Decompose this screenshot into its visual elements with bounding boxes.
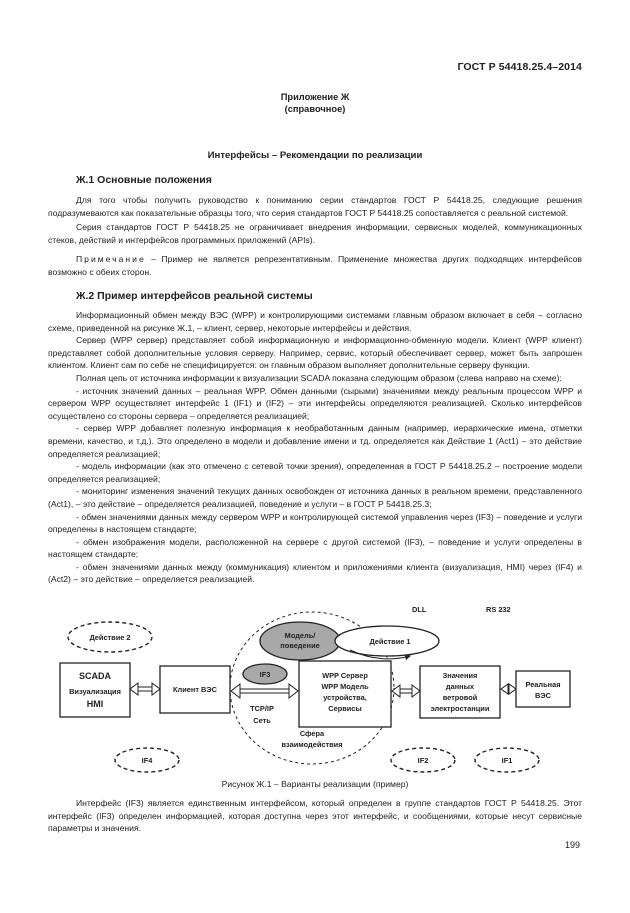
section2-paragraph: - мониторинг изменения значений текущих данных освобожден от источника данных в реальном времени, представленного (Act1), – это действие – определяется реализацией, поведение и услуги – в ГОСТ Р 54418.25.3; [48, 486, 582, 509]
section2-paragraph: - источник значений данных – реальная WPP. Обмен данными (сырыми) значениями между реальным процессом WPP и сервером WPP осуществляет интерфейс 1 (IF1) и (IF2) – эти интерфейсы определяются реализацией. Сколько интерфейсов осуществлено со стороны сервера – определяется реализацией; [48, 385, 582, 421]
section2-paragraph: - обмен значениями данных между сервером WPP и контролирующей системой управления через (IF3) – поведение и услуги определены в настоящем стандарте; [48, 511, 582, 535]
values-label-line1: Значения [442, 671, 478, 680]
section2-paragraph: - обмен значениями данных между (коммуникация) клиентом и приложениями клиента (визуализация, HMI) через (IF4) и (Act2) – это действие – определяется реализацией. [48, 561, 582, 585]
scada-label: SCADA [78, 671, 112, 681]
model-label-line2: поведение [280, 641, 320, 650]
sphere-label-line2: взаимодействия [281, 740, 343, 749]
sphere-label-line1: Сфера [299, 729, 325, 738]
closing-paragraph: Интерфейс (IF3) является единственным интерфейсом, который определен в группе стандартов ГОСТ Р 54418.25. Этот интерфейс (IF3) определен информацией, которая доступна через этот интерфейс, и сообщениями, которые несут сервисные параметры и значения. [48, 798, 582, 834]
values-label-line3: ветровой [442, 693, 478, 702]
note-label: Примечание [76, 254, 146, 265]
server-label-line2: WPP Модель [321, 682, 369, 691]
hmi-label: HMI [86, 699, 104, 709]
section1-paragraph: Серия стандартов ГОСТ Р 54418.25 не ограничивает внедрения информации, сервисных моделей, коммуникационных стеков, действий и интерфейсов программных приложений (APIs). [48, 222, 582, 245]
section2-paragraph: - модель информации (как это отмечено с сетевой точки зрения), определенная в ГОСТ Р 54418.25.2 – построение модели определяется реализацией; [48, 461, 582, 484]
rs232-label: RS 232 [486, 605, 511, 614]
section2-paragraph: - сервер WPP добавляет полезную информация к необработанным данным (например, иерархические имена, отметки времени, качество, и т.д.). Это определено в модели и добавление имени и тд. определяется как Действие 1 (Act1) – это действие определяется реализацией; [48, 423, 582, 459]
real-wpp-box [516, 671, 570, 707]
visualization-label: Визуализация [69, 687, 121, 696]
action1-label: Действие 1 [369, 637, 411, 646]
tcpip-label: TCP/IP [250, 704, 274, 713]
closing-body [48, 797, 582, 835]
server-label-line1: WPP Сервер [322, 671, 368, 680]
standard-header: ГОСТ Р 54418.25.4–2014 [457, 61, 582, 73]
main-title: Интерфейсы – Рекомендации по реализации [207, 150, 423, 161]
real-label-line1: Реальная [525, 680, 561, 689]
page-number: 199 [564, 840, 580, 850]
section1-body [48, 194, 582, 279]
client-label: Клиент ВЭС [173, 685, 217, 694]
figure-caption: Рисунок Ж.1 – Варианты реализации (пример) [221, 779, 409, 789]
appendix-subtitle: (справочное) [284, 104, 346, 114]
section2-paragraph: Сервер (WPP сервер) представляет собой информационную и информационно-обменную модели. Клиент (WPP клиент) представляет собой дополнительные условия серверу. Например, сервис, который обеспечивает сервер, может быть запрошен клиентом. Клиент сам по себе не специфицируется: он главным образом выполняет дополнительные серверу функции. [48, 335, 582, 371]
section2-heading: Ж.2 Пример интерфейсов реальной системы [76, 290, 313, 302]
section2-paragraph: Полная цепь от источника информации к визуализации SCADA показана следующим образом (слева направо на схеме): [76, 372, 562, 383]
dll-label: DLL [412, 605, 427, 614]
if2-label: IF2 [417, 756, 429, 765]
server-label-line4: Сервисы [328, 704, 362, 713]
section1-heading: Ж.1 Основные положения [76, 174, 212, 186]
section2-paragraph: - обмен изображения модели, расположенной на сервере с другой системой (IF3), – поведение и услуги определены в настоящем стандарте; [48, 536, 582, 560]
action2-label: Действие 2 [89, 633, 131, 642]
values-label-line2: данных [445, 682, 475, 691]
section1-paragraph: Для того чтобы получить руководство к пониманию серии стандартов ГОСТ Р 54418.25, следующие решения подразумеваются как показательные образцы того, что серия стандартов ГОСТ Р 54418.25 сопоставляется с реальной системой. [48, 195, 582, 218]
server-label-line3: устройства, [323, 693, 367, 702]
if4-label: IF4 [141, 756, 153, 765]
note-text: – Пример не является репрезентативным. Применение множества других подходящих интерфейсов возможно с обеих сторон. [48, 254, 582, 277]
figure-diagram [50, 600, 580, 776]
section2-body [48, 309, 582, 586]
appendix-title: Приложение Ж [280, 92, 350, 102]
values-label-line4: электростанции [430, 704, 490, 713]
section2-paragraph: Информационный обмен между ВЭС (WPP) и контролирующими системами главным образом включает в себя – согласно схеме, приведенной на рисунке Ж.1, – клиент, сервер, некоторые интерфейсы и действия. [48, 310, 582, 333]
real-label-line2: ВЭС [535, 691, 551, 700]
if1-label: IF1 [501, 756, 513, 765]
model-label-line1: Модель/ [284, 631, 316, 640]
if3-label: IF3 [259, 670, 271, 679]
note [48, 253, 582, 278]
network-label: Сеть [253, 716, 271, 725]
